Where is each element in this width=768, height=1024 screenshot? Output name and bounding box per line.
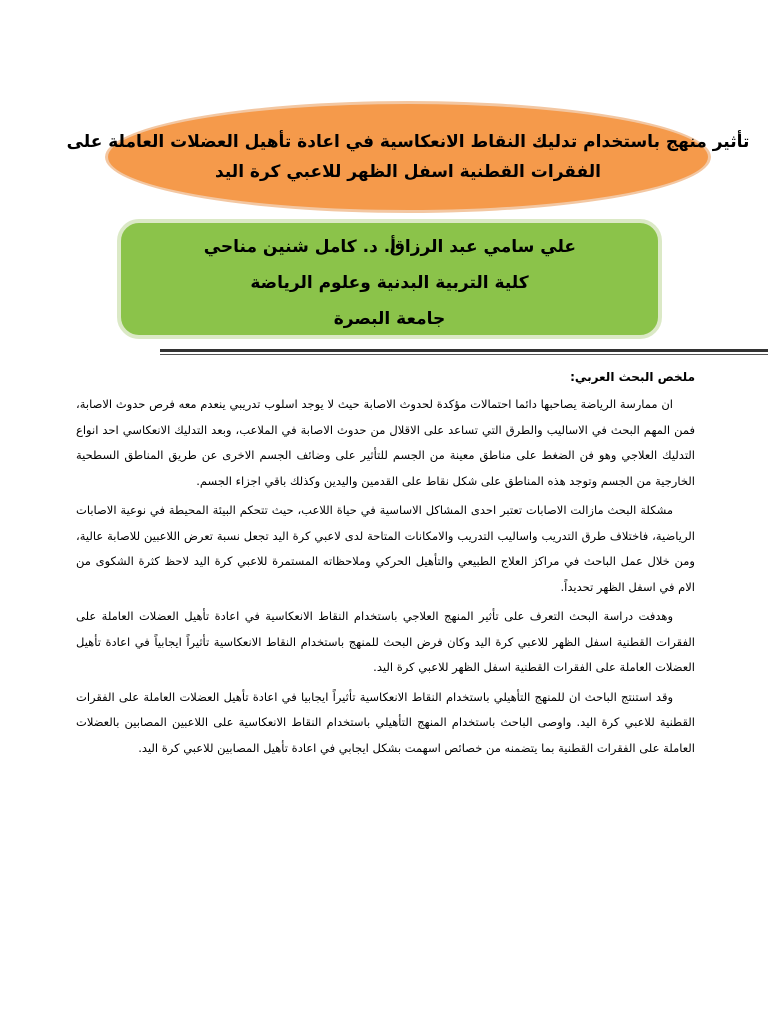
abstract-paragraph: وقد استنتج الباحث ان للمنهج التأهيلي باستخدام النقاط الانعكاسية تأثيراً ايجابيا في اعادة تأهيل العضلات العاملة على الفقرات القطنية للاعبي كرة اليد. واوصى الباحث باستخدام المنهج التأهيلي باستخدام النقاط الانعكاسية على اللاعبين المصابين بالعضلات العاملة على الفقرات القطنية بما يتضمنه من خصائص اسهمت بشكل ايجابي في اعادة تأهيل المصابين للاعبي كرة اليد.: [76, 689, 695, 755]
authors-row: [121, 237, 658, 267]
abstract-paragraph: مشكلة البحث مازالت الاصابات تعتبر احدى المشاكل الاساسية في حياة اللاعب، حيث تتحكم البيئة المحيطة في نوعية الاصابات الرياضية، فاختلاف طرق التدريب واساليب التدريب والامكانات المتاحة لدى لاعبي كرة اليد تجعل نسبة تعرض اللاعبين للاصابة عالية، ومن خلال عمل الباحث في مراكز العلاج الطبيعي والتأهيل الحركي وملاحظاته المستمرة للاعبي كرة اليد لاحظ كثرة الشكوى من الام في اسفل الظهر تحديداً.: [76, 503, 695, 594]
abstract-heading: ملخص البحث العربي:: [570, 370, 695, 384]
section-divider-thin: [160, 354, 768, 355]
author-name-1: علي سامي عبد الرزاق: [389, 237, 576, 257]
university-name: جامعة البصرة: [333, 309, 446, 329]
title-line-2: الفقرات القطنية اسفل الظهر للاعبي كرة اليد: [215, 162, 601, 182]
abstract-section: [76, 366, 695, 765]
title-banner: [66, 101, 750, 213]
section-divider-thick: [160, 349, 768, 352]
author-box: [117, 219, 662, 339]
abstract-paragraph: وهدفت دراسة البحث التعرف على تأثير المنهج العلاجي باستخدام النقاط الانعكاسية في اعادة تأهيل العضلات العاملة على الفقرات القطنية اسفل الظهر للاعبي كرة اليد وكان فرض البحث للمنهج باستخدام النقاط الانعكاسية تأثيراً ايجابياً في اعادة تأهيل العضلات العاملة على الفقرات القطنية اسفل الظهر للاعبي كرة اليد.: [76, 609, 695, 674]
title-line-1: تأثير منهج باستخدام تدليك النقاط الانعكاسية في اعادة تأهيل العضلات العاملة على: [66, 132, 750, 152]
author-name-2: أ. د. كامل شنين مناحي: [203, 237, 396, 257]
abstract-paragraph: ان ممارسة الرياضة يصاحبها دائما احتمالات مؤكدة لحدوث الاصابة حيث لا يوجد اسلوب تدريبي ينعدم معه فرص حدوث الاصابة، فمن المهم البحث في الاساليب والطرق التي تساعد على الاقلال من حدوث الاصابة في الملاعب، وبعد التدليك الانعكاسي احد انواع التدليك العلاجي وهو فن الضغط على مناطق معينة من الجسم للتأثير على وضائف الجسم الاخرى عن طريق المناطق السطحية الخارجية من الجسم وتوجد هذه المناطق على شكل نقاط على القدمين واليدين وكذلك باقي اجزاء الجسم.: [76, 397, 695, 488]
faculty-name: كلية التربية البدنية وعلوم الرياضة: [250, 273, 529, 293]
